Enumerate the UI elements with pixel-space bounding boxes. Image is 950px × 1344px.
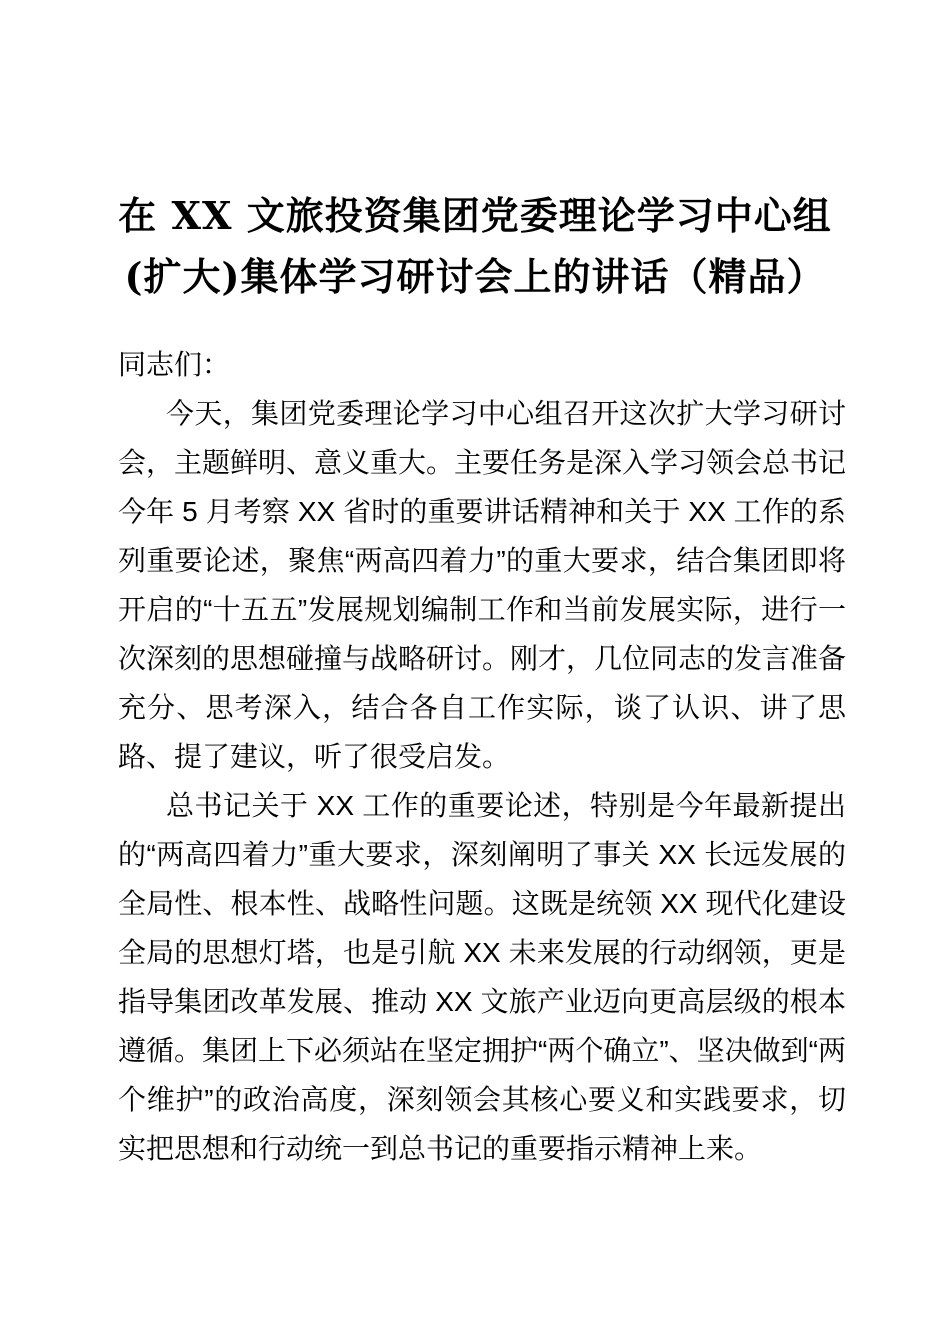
salutation: 同志们： [118, 349, 231, 380]
body-paragraph-1: 今天，集团党委理论学习中心组召开这次扩大学习研讨会，主题鲜明、意义重大。主要任务是深入学习领会总书记今年 5 月考察 XX 省时的重要讲话精神和关于 XX 工作的系列重要论述，聚焦“两高四着力”的重大要求，结合集团即将开启的“十五五”发展规划编制工作和当前发展实际，进行一次深刻的思想碰撞与战略研讨。刚才，几位同志的发言准备充分、思考深入，结合各自工作实际，谈了认识、讲了思路、提了建议，听了很受启发。 [118, 398, 847, 772]
body-paragraph-2: 总书记关于 XX 工作的重要论述，特别是今年最新提出的“两高四着力”重大要求，深刻阐明了事关 XX 长远发展的全局性、根本性、战略性问题。这既是统领 XX 现代化建设全局的思想灯塔，也是引航 XX 未来发展的行动纲领，更是指导集团改革发展、推动 XX 文旅产业迈向更高层级的根本遵循。集团上下必须站在坚定拥护“两个确立”、坚决做到“两个维护”的政治高度，深刻领会其核心要义和实践要求，切实把思想和行动统一到总书记的重要指示精神上来。 [118, 790, 846, 1164]
document-title: 在 XX 文旅投资集团党委理论学习中心组(扩大)集体学习研讨会上的讲话（精品） [118, 193, 832, 299]
document-body [0, 340, 950, 1173]
